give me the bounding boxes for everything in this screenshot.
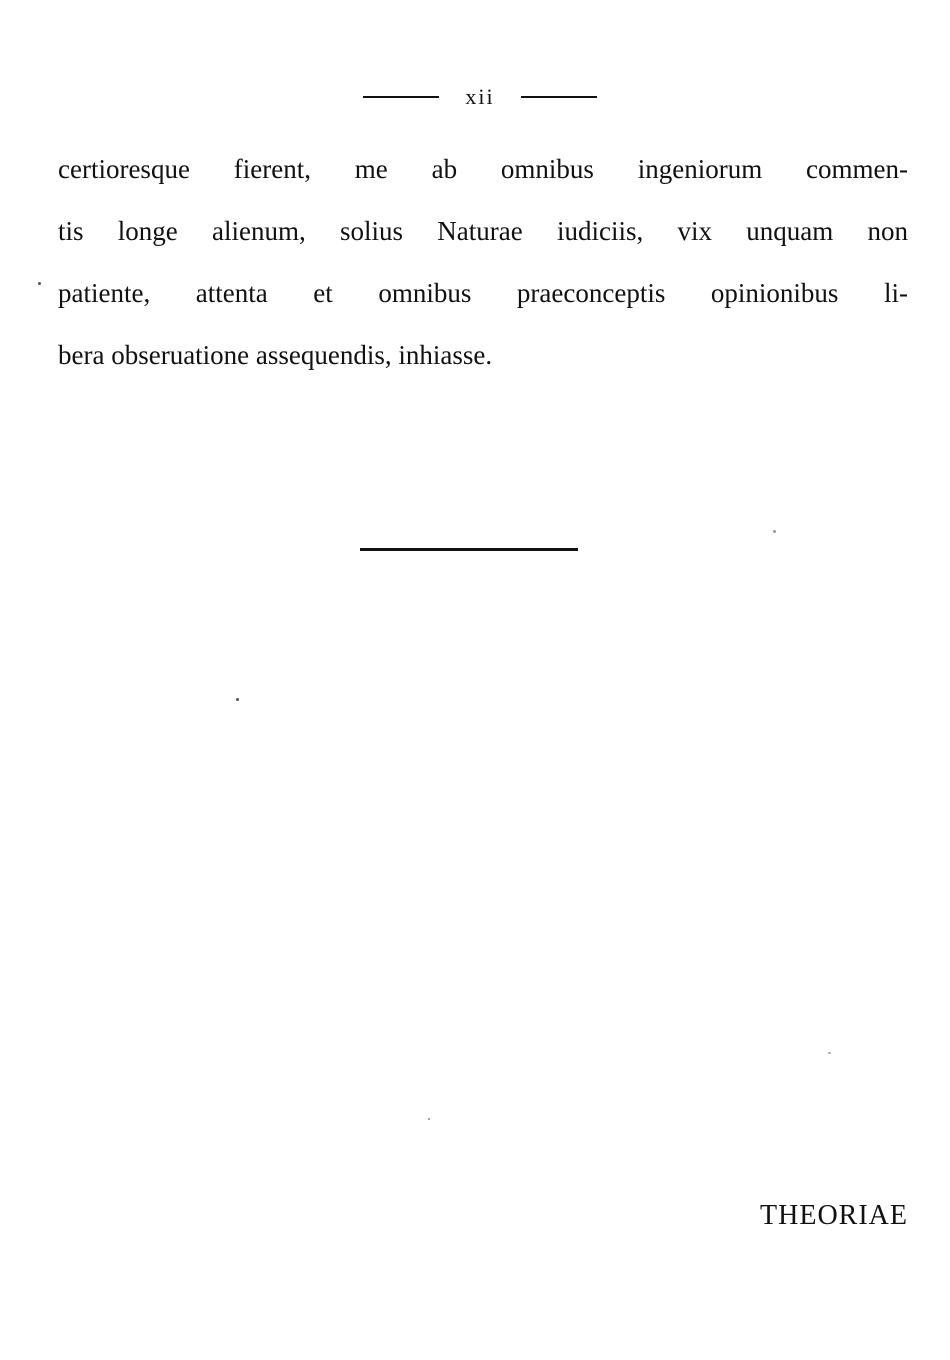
scan-speck bbox=[828, 1052, 831, 1054]
text-line: patiente, attenta et omnibus praeconceptis opinionibus li- bbox=[58, 278, 908, 308]
catchword: THEORIAE bbox=[760, 1200, 908, 1231]
page-number: xii bbox=[465, 84, 495, 109]
scan-speck bbox=[428, 1118, 430, 1120]
scan-speck bbox=[773, 530, 776, 533]
header-rule-left bbox=[363, 96, 439, 98]
body-paragraph bbox=[58, 138, 908, 386]
scan-speck bbox=[236, 698, 239, 701]
text-line: tis longe alienum, solius Naturae iudiciis, vix unquam non bbox=[58, 216, 908, 246]
running-header bbox=[350, 82, 610, 112]
scan-speck bbox=[38, 282, 41, 285]
section-end-rule bbox=[360, 548, 578, 551]
header-rule-right bbox=[521, 96, 597, 98]
text-line: bera obseruatione assequendis, inhiasse. bbox=[58, 340, 493, 370]
text-line: certioresque fierent, me ab omnibus ingeniorum commen- bbox=[58, 154, 908, 184]
